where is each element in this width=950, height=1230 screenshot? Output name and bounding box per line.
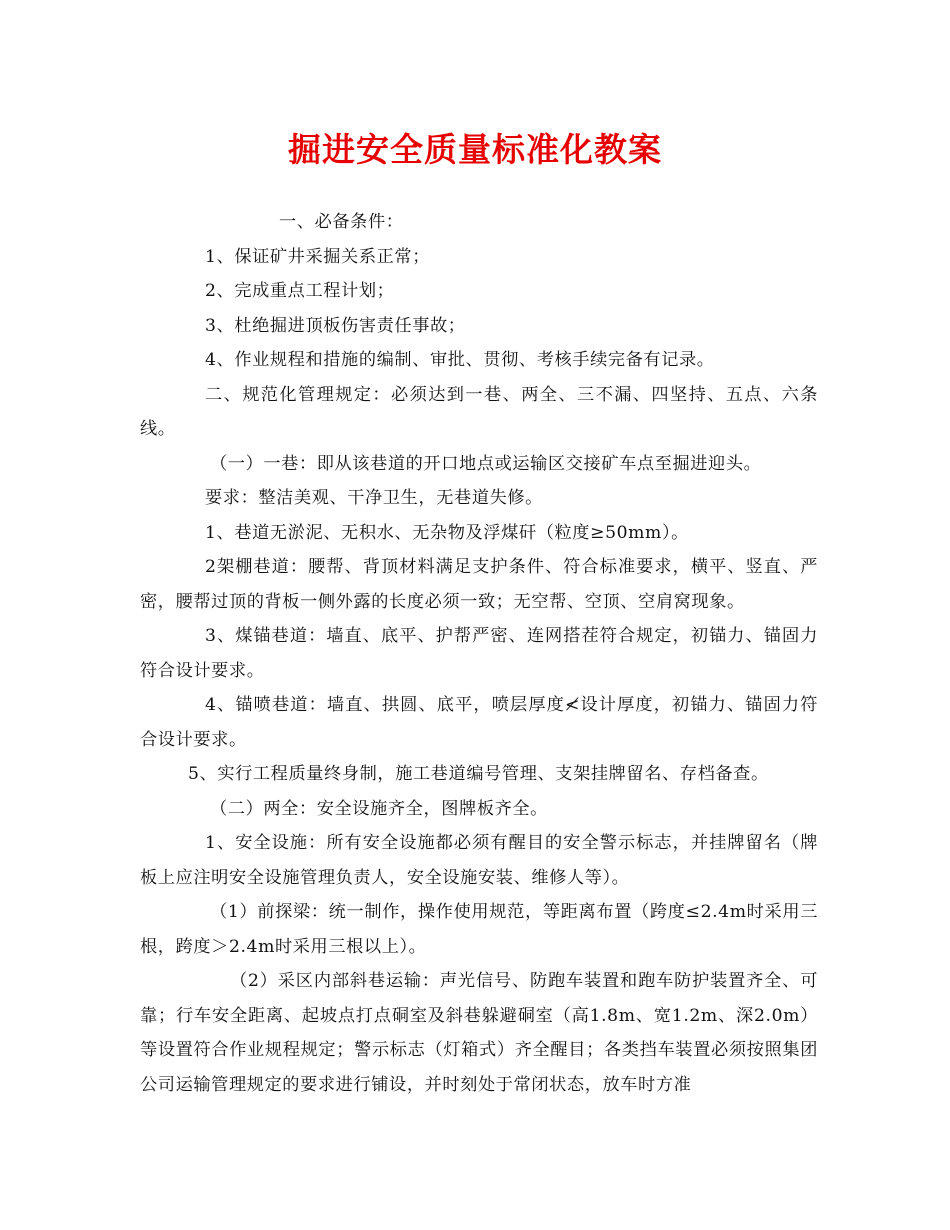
paragraph: 5、实行工程质量终身制，施工巷道编号管理、支架挂牌留名、存档备查。: [188, 764, 769, 784]
paragraph: 2、完成重点工程计划；: [205, 281, 395, 301]
paragraph: 3、煤锚巷道：墙直、底平、护帮严密、连网搭茬符合规定，初锚力、锚固力符合设计要求。: [140, 626, 818, 681]
document-title: 掘进安全质量标准化教案: [288, 130, 662, 169]
paragraph: 二、规范化管理规定：必须达到一巷、两全、三不漏、四坚持、五点、六条线。: [140, 384, 818, 439]
paragraph: 4、作业规程和措施的编制、审批、贯彻、考核手续完备有记录。: [205, 350, 715, 370]
paragraph: 3、杜绝掘进顶板伤害责任事故；: [205, 315, 466, 336]
paragraph: 要求：整洁美观、干净卫生，无巷道失修。: [205, 488, 543, 508]
paragraph: 1、保证矿井采掘关系正常；: [205, 246, 430, 267]
paragraph: 1、巷道无淤泥、无积水、无杂物及浮煤矸（粒度≥50mm）。: [205, 522, 689, 543]
paragraph: 4、锚喷巷道：墙直、拱圆、底平，喷层厚度≮设计厚度，初锚力、锚固力符合设计要求。: [140, 695, 818, 750]
document-body: [140, 205, 818, 1102]
paragraph: （一）一巷：即从该巷道的开口地点或运输区交接矿车点至掘进迎头。: [210, 453, 762, 474]
paragraph: 1、安全设施：所有安全设施都必须有醒目的安全警示标志，并挂牌留名（牌板上应注明安全设施管理负责人，安全设施安装、维修人等）。: [140, 833, 818, 888]
paragraph: （二）两全：安全设施齐全，图牌板齐全。: [210, 798, 548, 819]
paragraph: （1）前探梁：统一制作，操作使用规范，等距离布置（跨度≤2.4m时采用三根，跨度＞2.4m时采用三根以上）。: [140, 902, 818, 957]
paragraph: 一、必备条件：: [279, 212, 404, 232]
paragraph: （2）采区内部斜巷运输：声光信号、防跑车装置和跑车防护装置齐全、可靠；行车安全距离、起坡点打点硐室及斜巷躲避硐室（高1.8m、宽1.2m、深2.0m）等设置符合作业规程规定；警示标志（灯箱式）齐全醒目；各类挡车装置必须按照集团公司运输管理规定的要求进行铺设，并时刻处于常闭状态，放车时方准: [140, 971, 818, 1095]
paragraph: 2架棚巷道：腰帮、背顶材料满足支护条件、符合标准要求，横平、竖直、严密，腰帮过顶的背板一侧外露的长度必须一致；无空帮、空顶、空肩窝现象。: [140, 557, 818, 612]
